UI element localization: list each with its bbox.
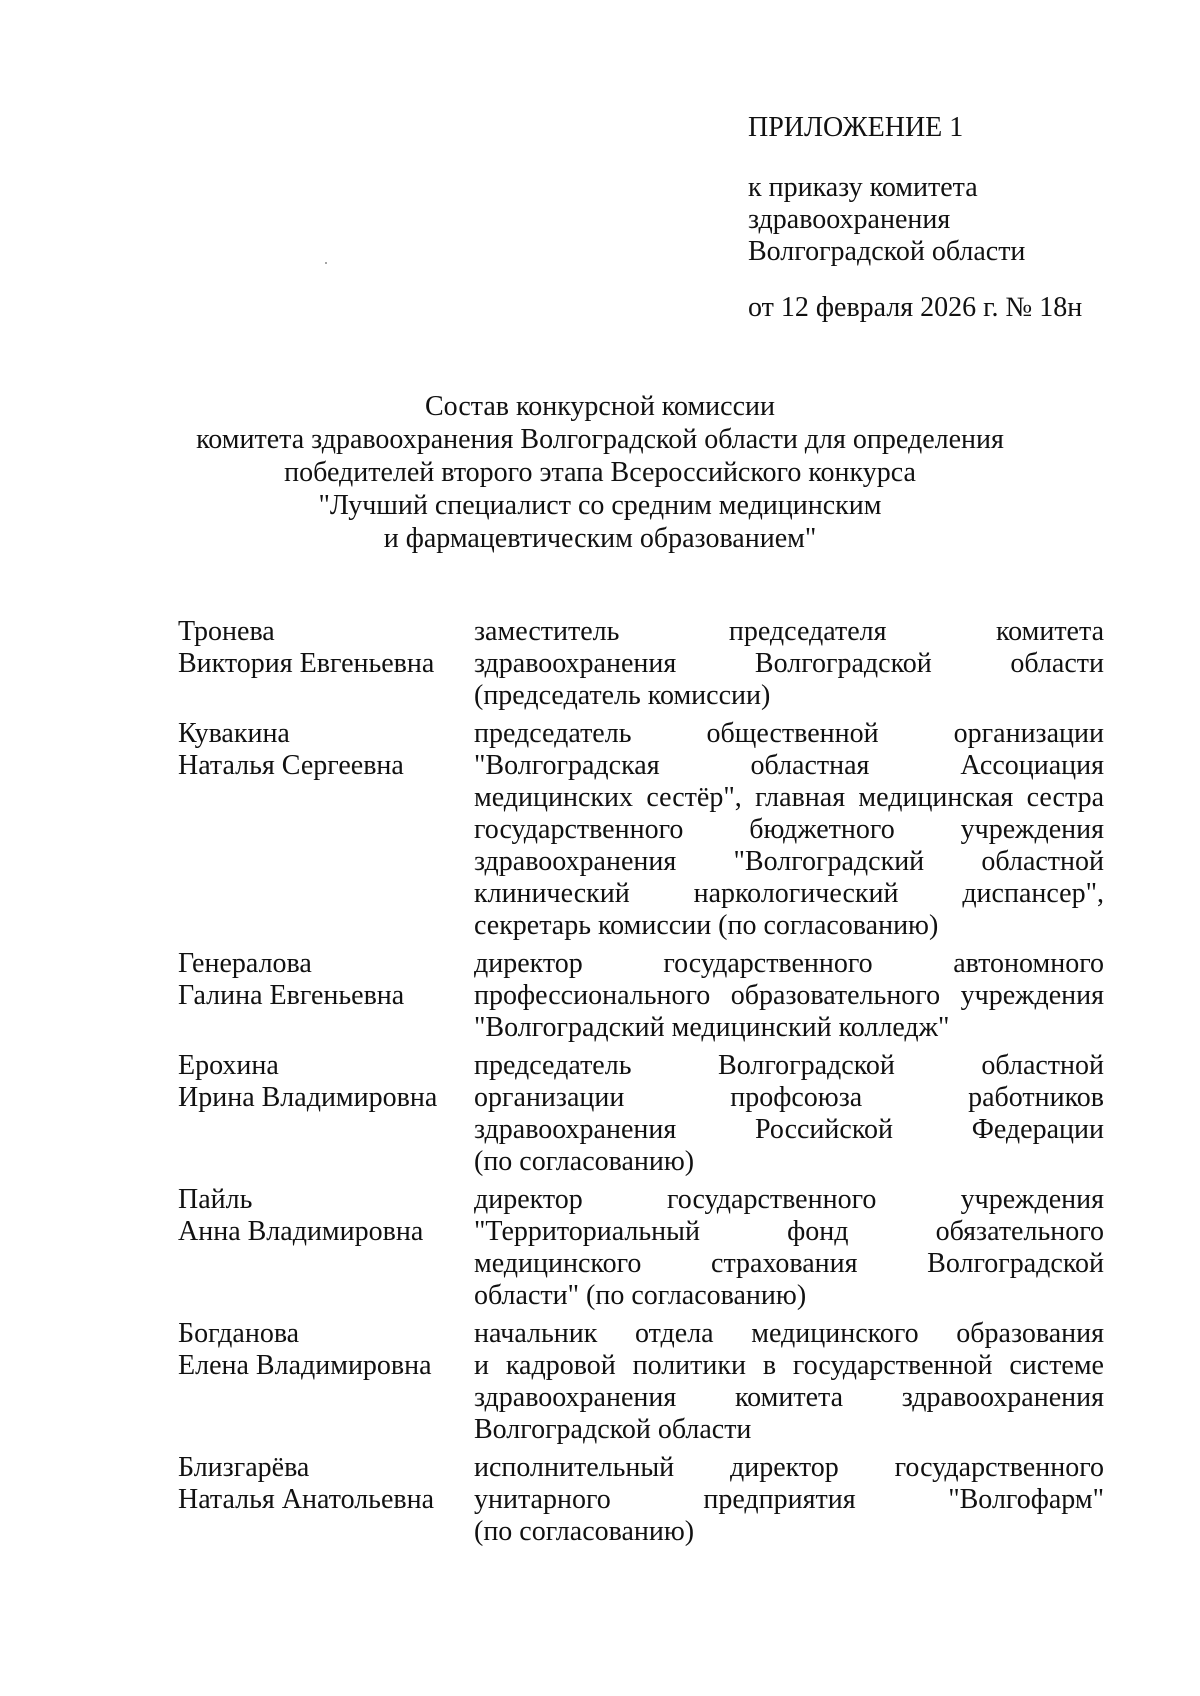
role-line: Волгоградской области [474, 1414, 752, 1445]
appendix-block [748, 112, 1082, 324]
heading-line: комитета здравоохранения Волгоградской области для определения [196, 424, 1004, 455]
heading-line: и фармацевтическим образованием" [383, 523, 817, 554]
member-role [474, 1318, 1104, 1446]
member-role [474, 1050, 1104, 1178]
member-role [474, 718, 1104, 942]
role-line: клинический наркологический диспансер", [474, 878, 1104, 909]
role-line: исполнительный директор государственного [474, 1452, 1104, 1483]
scan-speck [325, 262, 327, 264]
member-given-names: Галина Евгеньевна [178, 980, 405, 1011]
member-surname: Пайль [178, 1184, 253, 1215]
member-given-names: Виктория Евгеньевна [178, 648, 435, 679]
order-date: от 12 февраля 2026 г. № 18н [748, 292, 1083, 323]
member-surname: Генералова [178, 948, 312, 979]
role-line: "Волгоградская областная Ассоциация [474, 750, 1104, 781]
member-row [178, 1184, 1108, 1312]
role-line: здравоохранения Российской Федерации [474, 1114, 1104, 1145]
role-line: (по согласованию) [474, 1146, 695, 1177]
member-row [178, 1050, 1108, 1178]
appendix-reference [748, 172, 1082, 268]
role-line: государственного бюджетного учреждения [474, 814, 1104, 845]
member-surname: Тронева [178, 616, 275, 647]
member-name [178, 1452, 474, 1548]
role-line: председатель Волгоградской областной [474, 1050, 1104, 1081]
role-line: здравоохранения комитета здравоохранения [474, 1382, 1104, 1413]
role-line: здравоохранения "Волгоградский областной [474, 846, 1104, 877]
member-name [178, 616, 474, 712]
member-given-names: Наталья Анатольевна [178, 1484, 435, 1515]
member-row [178, 718, 1108, 942]
role-line: здравоохранения Волгоградской области [474, 648, 1104, 679]
role-line: начальник отдела медицинского образования [474, 1318, 1104, 1349]
role-line: области" (по согласованию) [474, 1280, 807, 1311]
member-name [178, 948, 474, 1044]
member-role [474, 948, 1104, 1044]
heading-line: Состав конкурсной комиссии [425, 391, 775, 422]
role-line: и кадровой политики в государственной системе [474, 1350, 1104, 1381]
role-line: директор государственного учреждения [474, 1184, 1104, 1215]
member-row [178, 1452, 1108, 1548]
appendix-ref-line: к приказу комитета [748, 172, 978, 203]
role-line: секретарь комиссии (по согласованию) [474, 910, 939, 941]
member-role [474, 1184, 1104, 1312]
role-line: унитарного предприятия "Волгофарм" [474, 1484, 1104, 1515]
heading-line: победителей второго этапа Всероссийского конкурса [284, 457, 916, 488]
member-role [474, 1452, 1104, 1548]
commission-members-list [178, 616, 1108, 1554]
document-heading [150, 390, 1050, 555]
member-row [178, 1318, 1108, 1446]
member-role [474, 616, 1104, 712]
member-given-names: Елена Владимировна [178, 1350, 432, 1381]
member-given-names: Анна Владимировна [178, 1216, 424, 1247]
heading-line: "Лучший специалист со средним медицинским [318, 490, 882, 521]
role-line: (по согласованию) [474, 1516, 695, 1547]
member-row [178, 616, 1108, 712]
member-row [178, 948, 1108, 1044]
appendix-title: ПРИЛОЖЕНИЕ 1 [748, 112, 964, 143]
member-given-names: Ирина Владимировна [178, 1082, 438, 1113]
role-line: председатель общественной организации [474, 718, 1104, 749]
role-line: медицинских сестёр", главная медицинская сестра [474, 782, 1104, 813]
role-line: директор государственного автономного [474, 948, 1104, 979]
role-line: "Волгоградский медицинский колледж" [474, 1012, 950, 1043]
member-surname: Богданова [178, 1318, 300, 1349]
role-line: организации профсоюза работников [474, 1082, 1104, 1113]
member-surname: Близгарёва [178, 1452, 310, 1483]
role-line: медицинского страхования Волгоградской [474, 1248, 1104, 1279]
role-line: профессионального образовательного учреждения [474, 980, 1104, 1011]
role-line: заместитель председателя комитета [474, 616, 1104, 647]
member-name [178, 1184, 474, 1312]
role-line: (председатель комиссии) [474, 680, 771, 711]
appendix-ref-line: здравоохранения [748, 204, 951, 235]
role-line: "Территориальный фонд обязательного [474, 1216, 1104, 1247]
member-given-names: Наталья Сергеевна [178, 750, 404, 781]
member-name [178, 718, 474, 942]
member-surname: Ерохина [178, 1050, 279, 1081]
member-name [178, 1318, 474, 1446]
member-name [178, 1050, 474, 1178]
member-surname: Кувакина [178, 718, 290, 749]
appendix-ref-line: Волгоградской области [748, 236, 1026, 267]
